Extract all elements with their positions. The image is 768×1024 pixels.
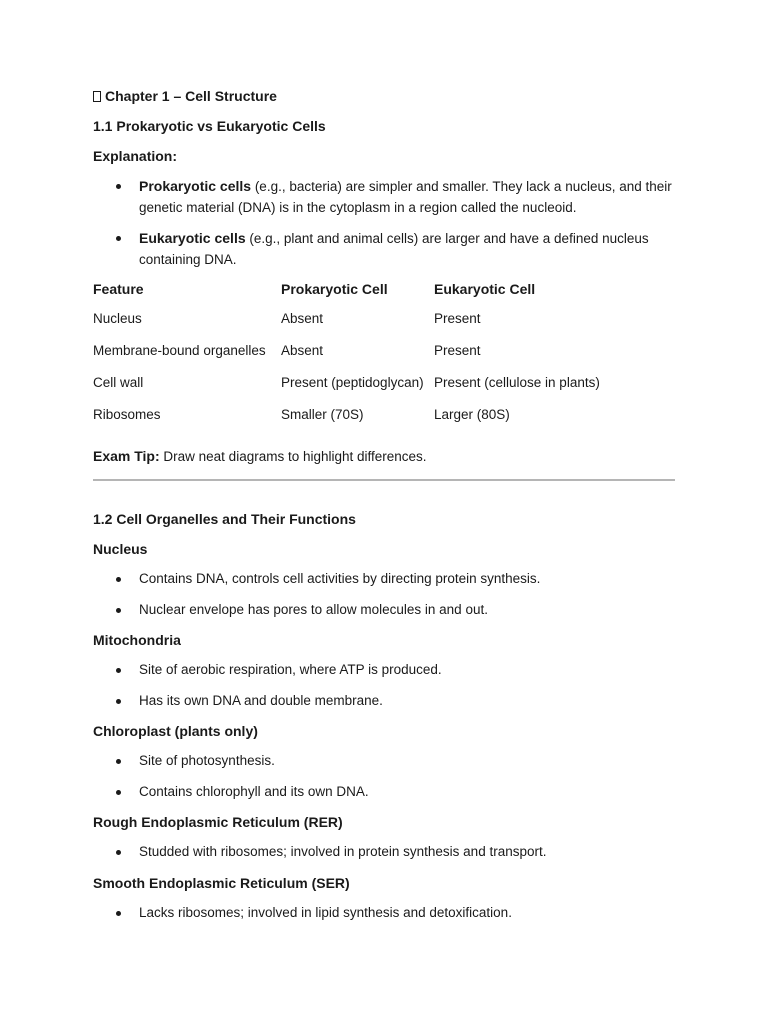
table-cell: Present [434,311,481,326]
document-page [93,86,675,933]
exam-tip-text: Draw neat diagrams to highlight differences. [159,449,427,464]
bullet-text: Contains DNA, controls cell activities by directing protein synthesis. [139,571,541,586]
table-header-cell: Feature [93,281,144,297]
section-1-title: 1.1 Prokaryotic vs Eukaryotic Cells [93,118,326,134]
bullet-icon [116,236,121,241]
organelle-list-nucleus [93,569,675,620]
list-item [93,842,675,863]
organelle-list-mitochondria [93,660,675,711]
table-row [93,342,675,374]
table-cell: Smaller (70S) [281,407,364,422]
bullet-text: (e.g., bacteria) are simpler and smaller. They lack a nucleus, and their genetic material (DNA) is in the cytoplasm in a region called the nucleoid. [139,179,672,215]
exam-tip-label: Exam Tip: [93,448,160,464]
list-item [93,660,675,681]
table-cell: Ribosomes [93,407,161,422]
organelle-list-rer [93,842,675,863]
bullet-icon [116,668,121,673]
bullet-icon [116,608,121,613]
list-item [93,691,675,712]
organelle-heading-nucleus: Nucleus [93,541,148,557]
organelle-heading-rer: Rough Endoplasmic Reticulum (RER) [93,814,343,830]
table-header-cell: Prokaryotic Cell [281,281,388,297]
table-row [93,406,675,438]
table-row [93,374,675,406]
bullet-icon [116,759,121,764]
bullet-icon [116,699,121,704]
bullet-text: Lacks ribosomes; involved in lipid synthesis and detoxification. [139,904,512,920]
list-item [93,600,675,621]
bullet-icon [116,850,121,855]
chapter-title: Chapter 1 – Cell Structure [105,88,277,104]
list-item [93,751,675,772]
table-cell: Nucleus [93,311,142,326]
organelle-list-ser [93,903,675,924]
organelle-heading-mitochondria: Mitochondria [93,632,181,648]
table-cell: Cell wall [93,375,144,390]
bullet-icon [116,911,121,916]
bullet-text: Studded with ribosomes; involved in protein synthesis and transport. [139,844,547,859]
bullet-icon [116,790,121,795]
bullet-term: Prokaryotic cells [139,178,252,194]
bullet-text: Has its own DNA and double membrane. [139,692,383,708]
bullet-text: Site of aerobic respiration, where ATP is produced. [139,662,442,677]
exam-tip [93,446,675,467]
list-item [93,228,675,270]
table-cell: Present (cellulose in plants) [434,375,600,390]
explanation-label: Explanation: [93,148,178,164]
table-cell: Membrane-bound organelles [93,343,266,358]
list-item [93,176,675,218]
organelle-heading-ser: Smooth Endoplasmic Reticulum (SER) [93,874,350,891]
table-row [93,310,675,342]
table-cell: Present [434,343,481,358]
bullet-text: Site of photosynthesis. [139,753,275,768]
horizontal-divider [93,479,675,481]
bullet-icon [116,577,121,582]
comparison-table [93,280,675,438]
table-cell: Larger (80S) [434,407,510,422]
list-item [93,782,675,803]
list-item [93,569,675,590]
list-item [93,903,675,924]
section-2-title: 1.2 Cell Organelles and Their Functions [93,511,356,527]
document-icon [93,91,101,102]
table-header-cell: Eukaryotic Cell [434,281,536,297]
table-cell: Present (peptidoglycan) [281,375,424,390]
explanation-list [93,176,675,270]
bullet-term: Eukaryotic cells [139,230,246,246]
table-header-row [93,280,675,310]
bullet-text: Nuclear envelope has pores to allow molecules in and out. [139,601,488,617]
table-cell: Absent [281,311,324,326]
chapter-heading [93,86,675,106]
bullet-text: Contains chlorophyll and its own DNA. [139,783,369,799]
organelle-list-chloroplast [93,751,675,802]
organelle-heading-chloroplast: Chloroplast (plants only) [93,723,258,739]
bullet-icon [116,184,121,189]
table-cell: Absent [281,343,324,358]
bullet-text: (e.g., plant and animal cells) are larger and have a defined nucleus containing DNA. [139,231,649,267]
